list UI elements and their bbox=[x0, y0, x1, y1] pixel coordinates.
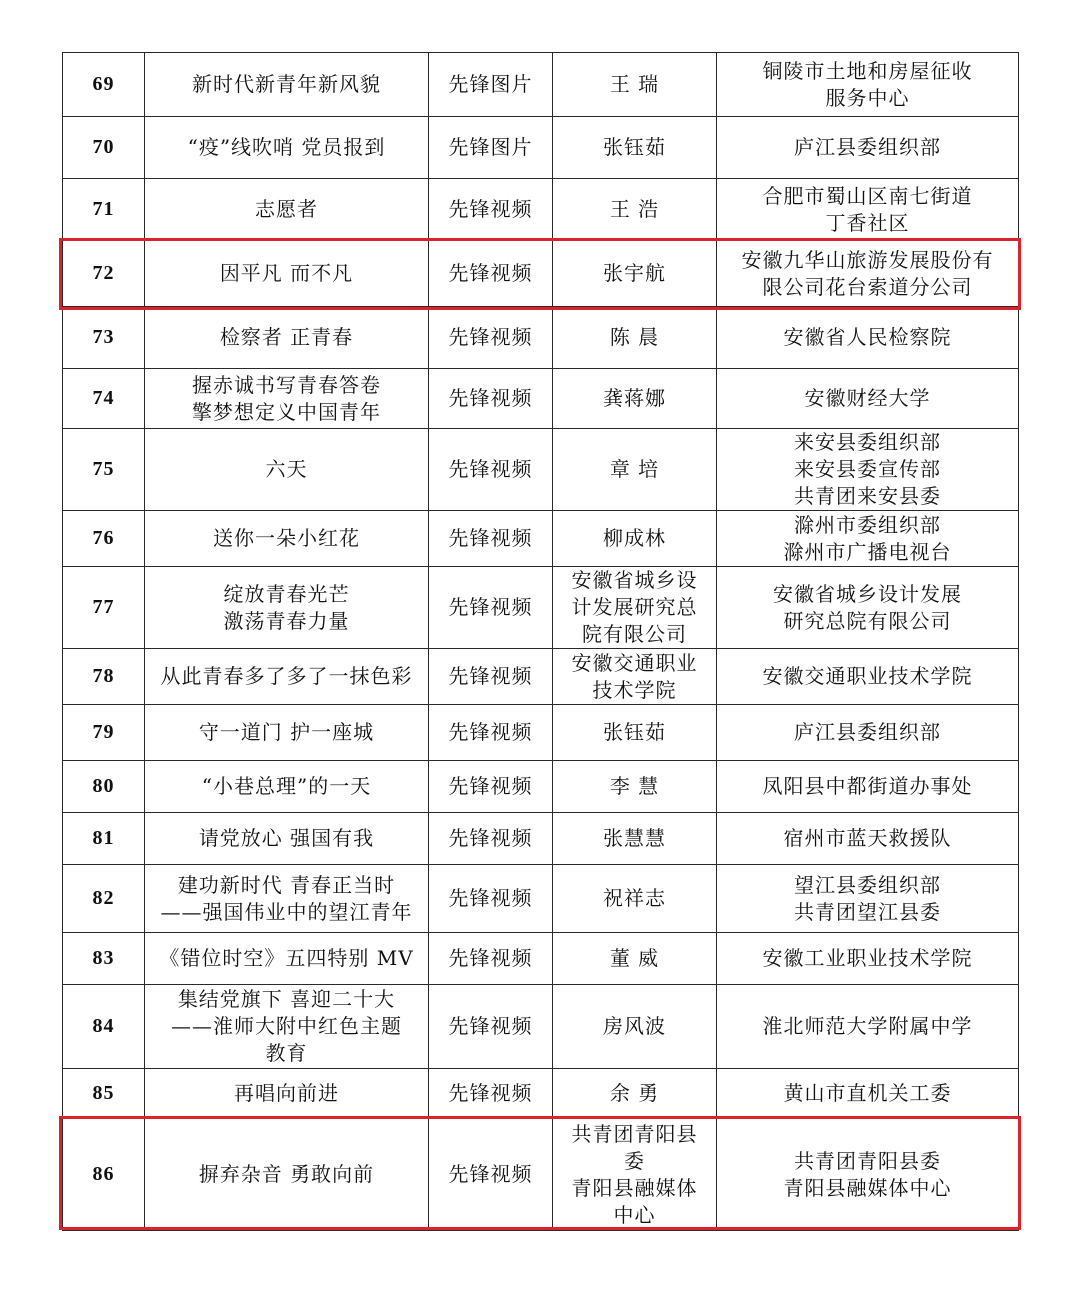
work-title-line: 再唱向前进 bbox=[234, 1081, 339, 1105]
table-row bbox=[63, 179, 1019, 241]
unit bbox=[717, 813, 1019, 865]
table-row bbox=[63, 117, 1019, 179]
work-category: 先锋视频 bbox=[429, 511, 553, 567]
unit-line: 庐江县委组织部 bbox=[794, 135, 941, 159]
work-category: 先锋视频 bbox=[429, 179, 553, 241]
work-title bbox=[145, 179, 429, 241]
unit-line: 庐江县委组织部 bbox=[794, 720, 941, 744]
author-line: 龚蒋娜 bbox=[603, 386, 666, 410]
unit-line: 淮北师范大学附属中学 bbox=[762, 1014, 973, 1038]
unit-line: 青阳县融媒体中心 bbox=[783, 1175, 952, 1200]
author bbox=[553, 865, 717, 933]
unit-line: 共青团望江县委 bbox=[794, 899, 941, 924]
row-number: 80 bbox=[63, 761, 145, 813]
work-title-line: 志愿者 bbox=[255, 197, 318, 221]
work-title-line: 送你一朵小红花 bbox=[213, 526, 360, 550]
author-line: 青阳县融媒体 bbox=[571, 1175, 698, 1200]
unit-line: 共青团来安县委 bbox=[794, 484, 941, 508]
work-category: 先锋视频 bbox=[429, 369, 553, 429]
work-category: 先锋视频 bbox=[429, 761, 553, 813]
table-row bbox=[63, 1069, 1019, 1119]
author bbox=[553, 429, 717, 511]
unit-line: 来安县委组织部 bbox=[794, 430, 941, 454]
author-line: 李 慧 bbox=[609, 774, 660, 798]
author-line: 共青团青阳县 bbox=[571, 1121, 698, 1146]
work-category: 先锋图片 bbox=[429, 53, 553, 117]
work-title bbox=[145, 705, 429, 761]
table-row bbox=[63, 511, 1019, 567]
row-number: 72 bbox=[63, 241, 145, 307]
work-category: 先锋视频 bbox=[429, 307, 553, 369]
work-category: 先锋图片 bbox=[429, 117, 553, 179]
row-number: 83 bbox=[63, 933, 145, 985]
row-number: 78 bbox=[63, 649, 145, 705]
unit-line: 安徽交通职业技术学院 bbox=[762, 664, 973, 688]
unit bbox=[717, 429, 1019, 511]
table-row bbox=[63, 369, 1019, 429]
work-title-line: “小巷总理”的一天 bbox=[201, 774, 372, 798]
table-row bbox=[63, 307, 1019, 369]
author-line: 祝祥志 bbox=[603, 886, 666, 910]
table-body bbox=[63, 53, 1019, 1231]
work-title bbox=[145, 1069, 429, 1119]
table-row bbox=[63, 933, 1019, 985]
table-row bbox=[63, 241, 1019, 307]
work-title-line: 因平凡 而不凡 bbox=[219, 261, 354, 285]
work-category: 先锋视频 bbox=[429, 933, 553, 985]
author bbox=[553, 179, 717, 241]
work-title-line: 守一道门 护一座城 bbox=[198, 720, 375, 744]
work-title-line: 教育 bbox=[265, 1041, 308, 1065]
table-row bbox=[63, 865, 1019, 933]
unit bbox=[717, 1119, 1019, 1231]
author bbox=[553, 649, 717, 705]
author-line: 陈 晨 bbox=[609, 325, 660, 349]
author-line: 张慧慧 bbox=[603, 826, 666, 850]
work-category: 先锋视频 bbox=[429, 1119, 553, 1231]
work-category: 先锋视频 bbox=[429, 429, 553, 511]
award-table bbox=[62, 52, 1019, 1231]
work-title-line: ——淮师大附中红色主题 bbox=[171, 1014, 402, 1038]
work-title-line: 激荡青春力量 bbox=[223, 608, 350, 633]
work-title-line: 请党放心 强国有我 bbox=[198, 826, 375, 850]
work-title bbox=[145, 865, 429, 933]
work-title bbox=[145, 985, 429, 1069]
work-category: 先锋视频 bbox=[429, 567, 553, 649]
author bbox=[553, 1069, 717, 1119]
work-title bbox=[145, 761, 429, 813]
work-title bbox=[145, 649, 429, 705]
table-row bbox=[63, 53, 1019, 117]
author-line: 计发展研究总 bbox=[571, 595, 698, 619]
unit-line: 来安县委宣传部 bbox=[794, 457, 941, 481]
unit bbox=[717, 179, 1019, 241]
unit-line: 黄山市直机关工委 bbox=[783, 1081, 952, 1105]
work-title bbox=[145, 933, 429, 985]
unit bbox=[717, 117, 1019, 179]
author bbox=[553, 241, 717, 307]
work-title bbox=[145, 369, 429, 429]
unit bbox=[717, 567, 1019, 649]
table-row bbox=[63, 761, 1019, 813]
work-title-line: 六天 bbox=[265, 457, 308, 481]
author bbox=[553, 705, 717, 761]
author-line: 中心 bbox=[613, 1202, 656, 1227]
work-title bbox=[145, 117, 429, 179]
row-number: 79 bbox=[63, 705, 145, 761]
work-title-line: “疫”线吹哨 党员报到 bbox=[187, 135, 386, 159]
table-row bbox=[63, 813, 1019, 865]
work-title-line: 擎梦想定义中国青年 bbox=[192, 399, 381, 424]
table-row bbox=[63, 429, 1019, 511]
unit-line: 安徽省城乡设计发展 bbox=[773, 581, 962, 606]
unit-line: 限公司花台索道分公司 bbox=[762, 274, 973, 299]
author-line: 张钰茹 bbox=[603, 135, 666, 159]
author bbox=[553, 511, 717, 567]
unit bbox=[717, 865, 1019, 933]
author bbox=[553, 933, 717, 985]
unit-line: 滁州市委组织部 bbox=[794, 512, 941, 537]
author bbox=[553, 307, 717, 369]
work-title-line: 建功新时代 青春正当时 bbox=[177, 872, 396, 897]
unit-line: 宿州市蓝天救援队 bbox=[783, 826, 952, 850]
unit-line: 合肥市蜀山区南七街道 bbox=[762, 183, 973, 208]
unit bbox=[717, 649, 1019, 705]
author bbox=[553, 1119, 717, 1231]
author-line: 柳成林 bbox=[603, 526, 666, 550]
row-number: 82 bbox=[63, 865, 145, 933]
table-row bbox=[63, 567, 1019, 649]
unit-line: 安徽财经大学 bbox=[804, 386, 931, 410]
author-line: 房风波 bbox=[603, 1014, 666, 1038]
work-title-line: 摒弃杂音 勇敢向前 bbox=[198, 1162, 375, 1186]
author-line: 技术学院 bbox=[592, 677, 677, 702]
author bbox=[553, 813, 717, 865]
unit bbox=[717, 705, 1019, 761]
work-title-line: 绽放青春光芒 bbox=[223, 581, 350, 606]
work-title-line: 从此青春多了多了一抹色彩 bbox=[160, 664, 413, 688]
work-category: 先锋视频 bbox=[429, 985, 553, 1069]
unit bbox=[717, 511, 1019, 567]
unit-line: 凤阳县中都街道办事处 bbox=[762, 774, 973, 798]
unit-line: 滁州市广播电视台 bbox=[783, 539, 952, 564]
author-line: 章 培 bbox=[609, 457, 660, 481]
unit bbox=[717, 241, 1019, 307]
author bbox=[553, 369, 717, 429]
unit-line: 安徽工业职业技术学院 bbox=[762, 946, 973, 970]
work-title bbox=[145, 1119, 429, 1231]
work-category: 先锋视频 bbox=[429, 1069, 553, 1119]
work-category: 先锋视频 bbox=[429, 813, 553, 865]
author bbox=[553, 567, 717, 649]
author bbox=[553, 53, 717, 117]
row-number: 85 bbox=[63, 1069, 145, 1119]
row-number: 81 bbox=[63, 813, 145, 865]
table-row bbox=[63, 985, 1019, 1069]
row-number: 76 bbox=[63, 511, 145, 567]
unit bbox=[717, 369, 1019, 429]
work-title-line: 新时代新青年新风貌 bbox=[192, 72, 381, 96]
unit-line: 服务中心 bbox=[825, 85, 910, 110]
author-line: 张宇航 bbox=[603, 261, 666, 285]
row-number: 71 bbox=[63, 179, 145, 241]
work-title bbox=[145, 511, 429, 567]
unit bbox=[717, 761, 1019, 813]
work-category: 先锋视频 bbox=[429, 705, 553, 761]
author bbox=[553, 761, 717, 813]
work-title bbox=[145, 813, 429, 865]
unit-line: 丁香社区 bbox=[825, 210, 910, 235]
work-title bbox=[145, 567, 429, 649]
work-category: 先锋视频 bbox=[429, 241, 553, 307]
row-number: 77 bbox=[63, 567, 145, 649]
work-title bbox=[145, 307, 429, 369]
author bbox=[553, 117, 717, 179]
author-line: 董 威 bbox=[609, 946, 660, 970]
unit bbox=[717, 1069, 1019, 1119]
work-category: 先锋视频 bbox=[429, 649, 553, 705]
author-line: 安徽省城乡设 bbox=[571, 568, 698, 592]
work-title-line: ——强国伟业中的望江青年 bbox=[160, 899, 413, 924]
author-line: 余 勇 bbox=[609, 1081, 660, 1105]
row-number: 70 bbox=[63, 117, 145, 179]
row-number: 69 bbox=[63, 53, 145, 117]
row-number: 86 bbox=[63, 1119, 145, 1231]
work-title-line: 握赤诚书写青春答卷 bbox=[192, 372, 381, 397]
unit-line: 共青团青阳县委 bbox=[794, 1148, 941, 1173]
work-title bbox=[145, 241, 429, 307]
unit bbox=[717, 985, 1019, 1069]
unit-line: 研究总院有限公司 bbox=[783, 608, 952, 633]
unit bbox=[717, 933, 1019, 985]
author-line: 张钰茹 bbox=[603, 720, 666, 744]
author-line: 安徽交通职业 bbox=[571, 650, 698, 675]
row-number: 74 bbox=[63, 369, 145, 429]
work-title bbox=[145, 429, 429, 511]
unit-line: 铜陵市土地和房屋征收 bbox=[762, 58, 973, 83]
work-title bbox=[145, 53, 429, 117]
author-line: 王 浩 bbox=[609, 197, 660, 221]
work-category: 先锋视频 bbox=[429, 865, 553, 933]
work-title-line: 《错位时空》五四特别 MV bbox=[159, 946, 414, 970]
unit-line: 望江县委组织部 bbox=[794, 872, 941, 897]
row-number: 75 bbox=[63, 429, 145, 511]
author-line: 委 bbox=[624, 1148, 645, 1173]
unit-line: 安徽省人民检察院 bbox=[783, 325, 952, 349]
work-title-line: 检察者 正青春 bbox=[219, 325, 354, 349]
row-number: 73 bbox=[63, 307, 145, 369]
table-row bbox=[63, 1119, 1019, 1231]
row-number: 84 bbox=[63, 985, 145, 1069]
unit bbox=[717, 307, 1019, 369]
author bbox=[553, 985, 717, 1069]
table-row bbox=[63, 649, 1019, 705]
work-title-line: 集结党旗下 喜迎二十大 bbox=[177, 987, 396, 1011]
unit-line: 安徽九华山旅游发展股份有 bbox=[741, 247, 994, 272]
author-line: 王 瑞 bbox=[609, 72, 660, 96]
author-line: 院有限公司 bbox=[582, 622, 687, 646]
table-row bbox=[63, 705, 1019, 761]
unit bbox=[717, 53, 1019, 117]
